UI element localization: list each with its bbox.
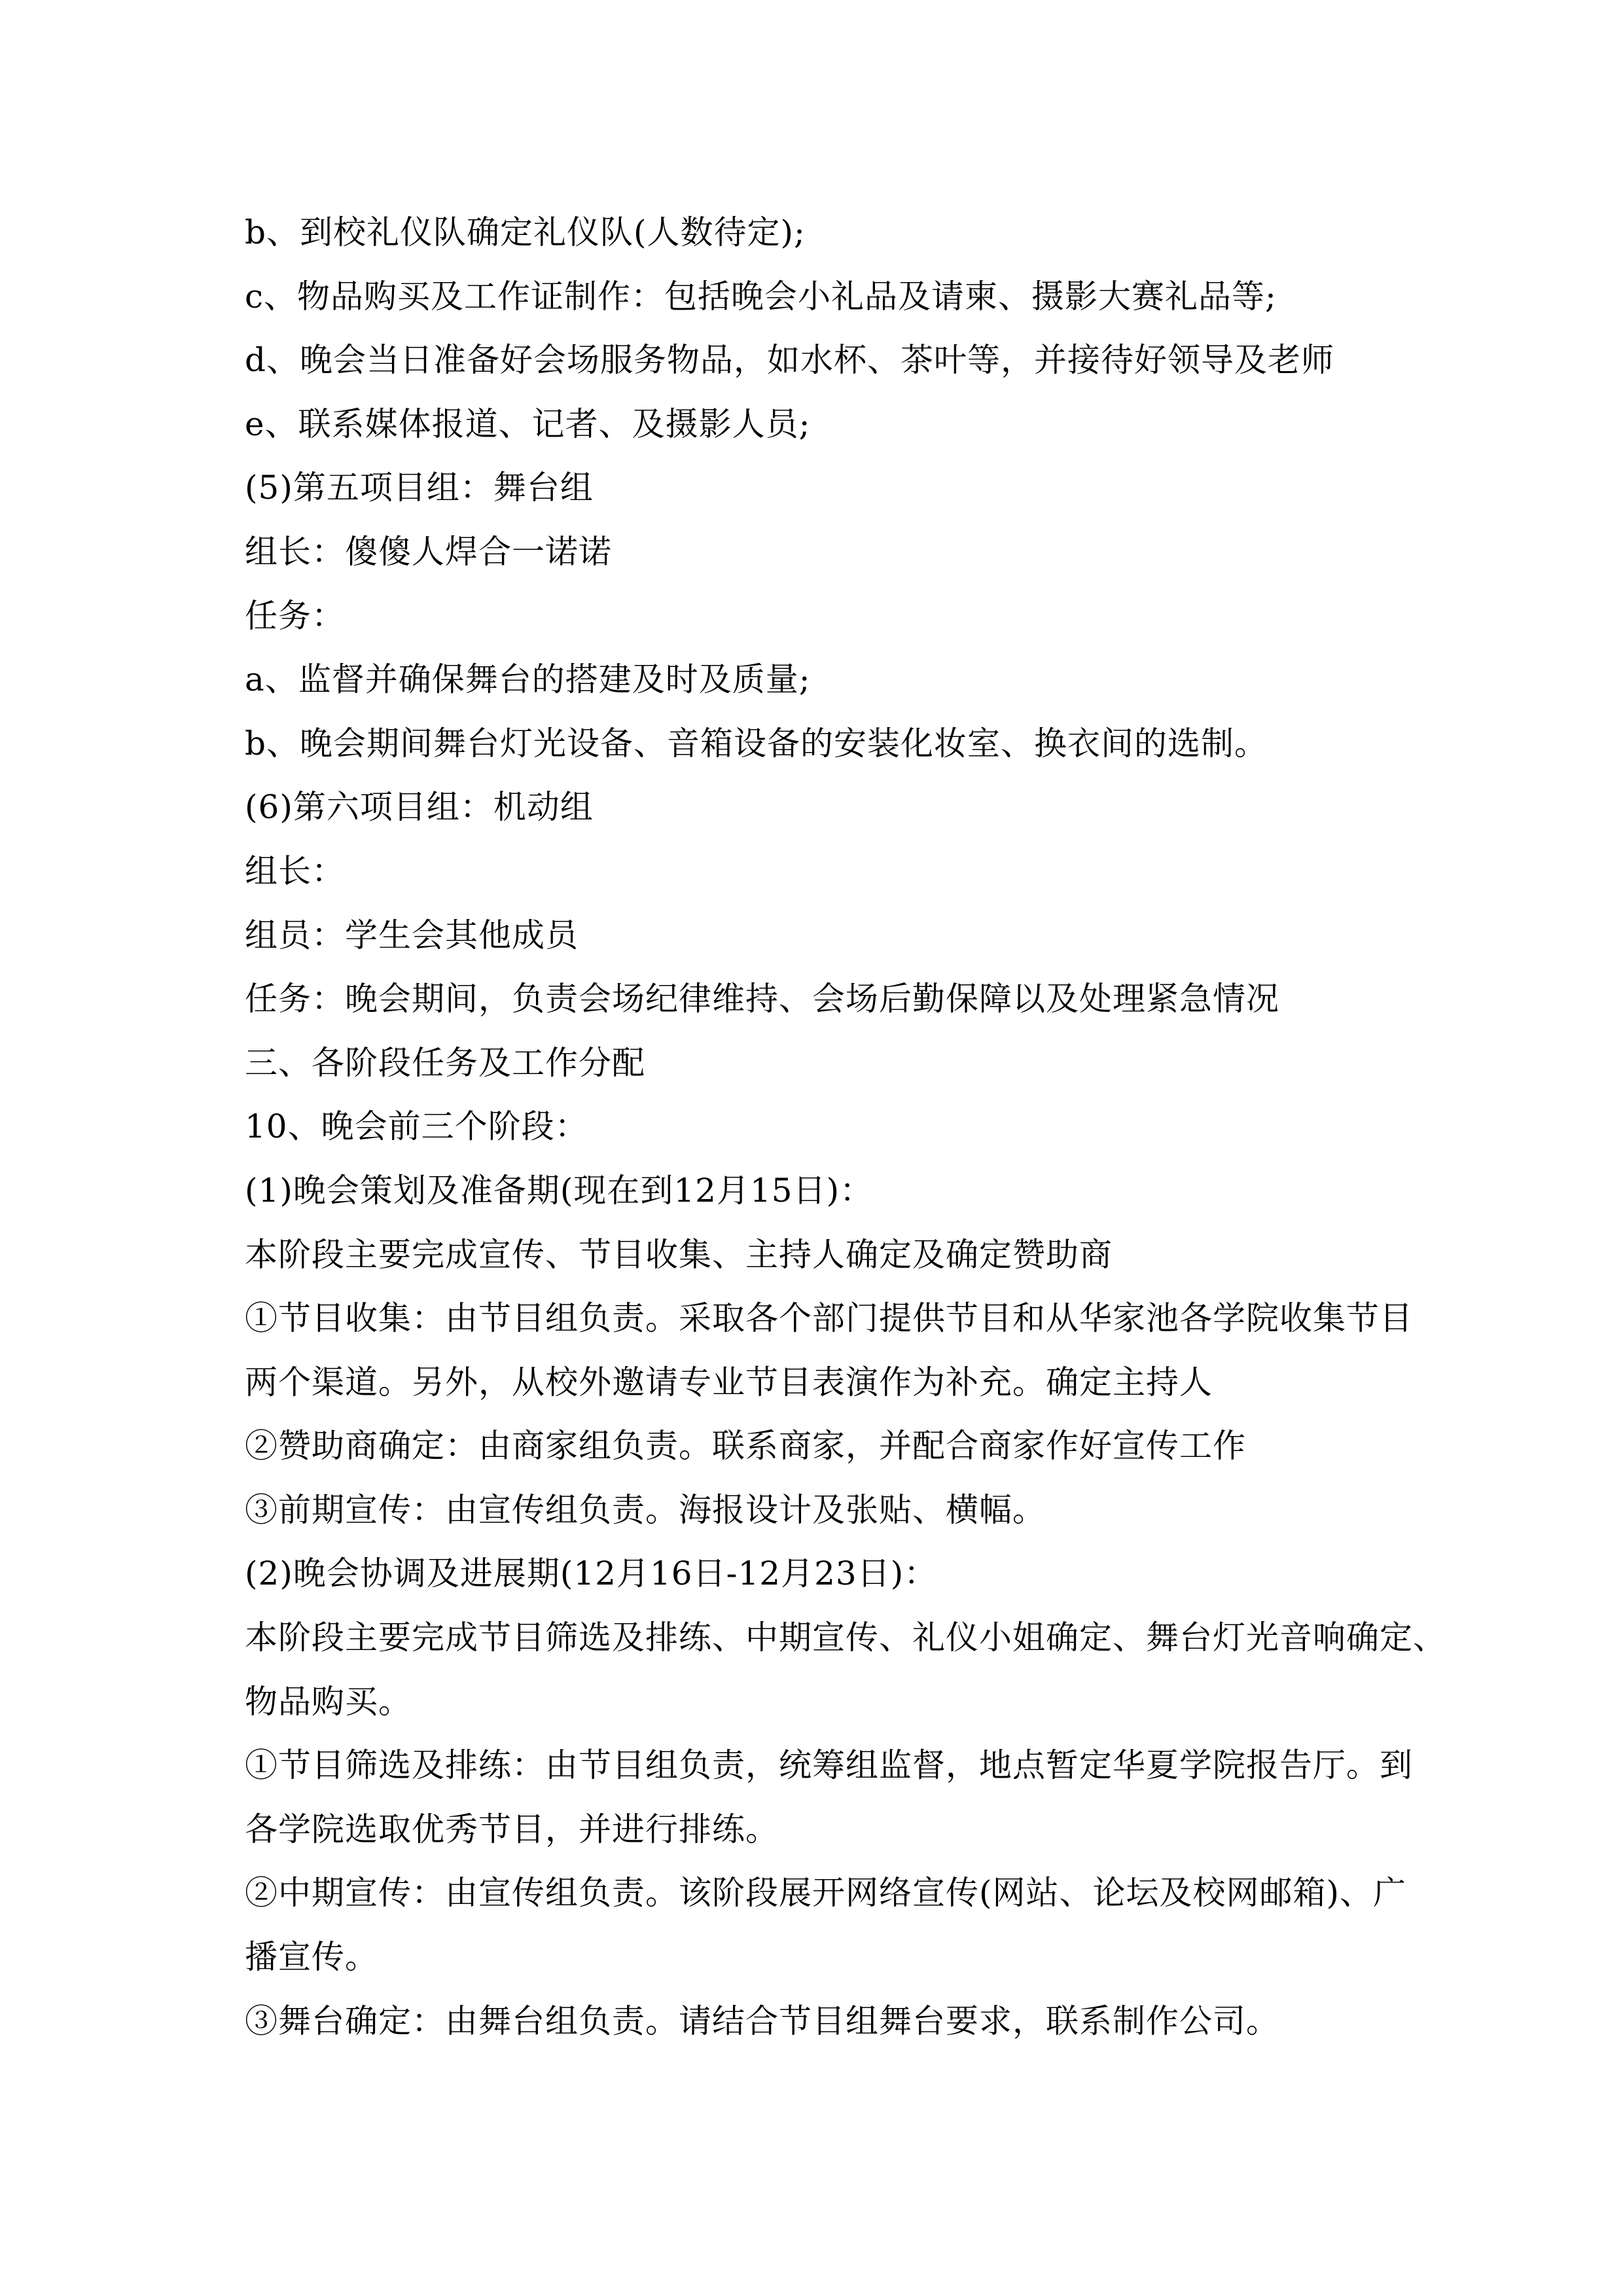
- section-heading: 三、各阶段任务及工作分配: [245, 1043, 645, 1082]
- text-line: ①节目筛选及排练：由节目组负责，统筹组监督，地点暂定华夏学院报告厅。到: [245, 1746, 1413, 1785]
- text-line: c、物品购买及工作证制作：包括晚会小礼品及请柬、摄影大赛礼品等;: [245, 277, 1277, 315]
- section-heading: (1)晚会策划及准备期(现在到12月15日)：: [245, 1171, 874, 1210]
- text-line: a、监督并确保舞台的搭建及时及质量;: [245, 660, 811, 699]
- text-line: ②赞助商确定：由商家组负责。联系商家，并配合商家作好宣传工作: [245, 1427, 1246, 1465]
- text-line: 各学院选取优秀节目，并进行排练。: [245, 1810, 779, 1848]
- text-line: e、联系媒体报道、记者、及摄影人员;: [245, 404, 811, 443]
- text-line: 两个渠道。另外，从校外邀请专业节目表演作为补充。确定主持人: [245, 1363, 1213, 1401]
- document-page: [245, 201, 1446, 2053]
- text-line: b、到校礼仪队确定礼仪队(人数待定);: [245, 213, 806, 251]
- text-line: 组长：傻傻人焊合一诺诺: [245, 532, 612, 571]
- text-line: 任务：: [245, 596, 345, 635]
- text-line: 任务：晚会期间，负责会场纪律维持、会场后勤保障以及处理紧急情况: [245, 980, 1279, 1018]
- text-line: 本阶段主要完成节目筛选及排练、中期宣传、礼仪小姐确定、舞台灯光音响确定、: [245, 1619, 1446, 1657]
- text-line: d、晚会当日准备好会场服务物品，如水杯、茶叶等，并接待好领导及老师: [245, 341, 1335, 380]
- text-line: 组长：: [245, 852, 345, 890]
- text-line: 物品购买。: [245, 1682, 412, 1721]
- section-heading: (6)第六项目组：机动组: [245, 788, 594, 827]
- text-line: 本阶段主要完成宣传、节目收集、主持人确定及确定赞助商: [245, 1235, 1113, 1274]
- section-heading: (2)晚会协调及进展期(12月16日-12月23日)：: [245, 1554, 938, 1593]
- text-line: ③舞台确定：由舞台组负责。请结合节目组舞台要求，联系制作公司。: [245, 2001, 1279, 2040]
- text-line: 组员：学生会其他成员: [245, 916, 579, 954]
- section-heading: (5)第五项目组：舞台组: [245, 469, 594, 507]
- text-line: ①节目收集：由节目组负责。采取各个部门提供节目和从华家池各学院收集节目: [245, 1299, 1413, 1338]
- text-line: 播宣传。: [245, 1938, 378, 1977]
- text-line: b、晚会期间舞台灯光设备、音箱设备的安装化妆室、换衣间的选制。: [245, 724, 1268, 762]
- section-heading: 10、晚会前三个阶段：: [245, 1107, 588, 1146]
- text-line: ③前期宣传：由宣传组负责。海报设计及张贴、横幅。: [245, 1490, 1046, 1529]
- text-line: ②中期宣传：由宣传组负责。该阶段展开网络宣传(网站、论坛及校网邮箱)、广: [245, 1874, 1407, 1912]
